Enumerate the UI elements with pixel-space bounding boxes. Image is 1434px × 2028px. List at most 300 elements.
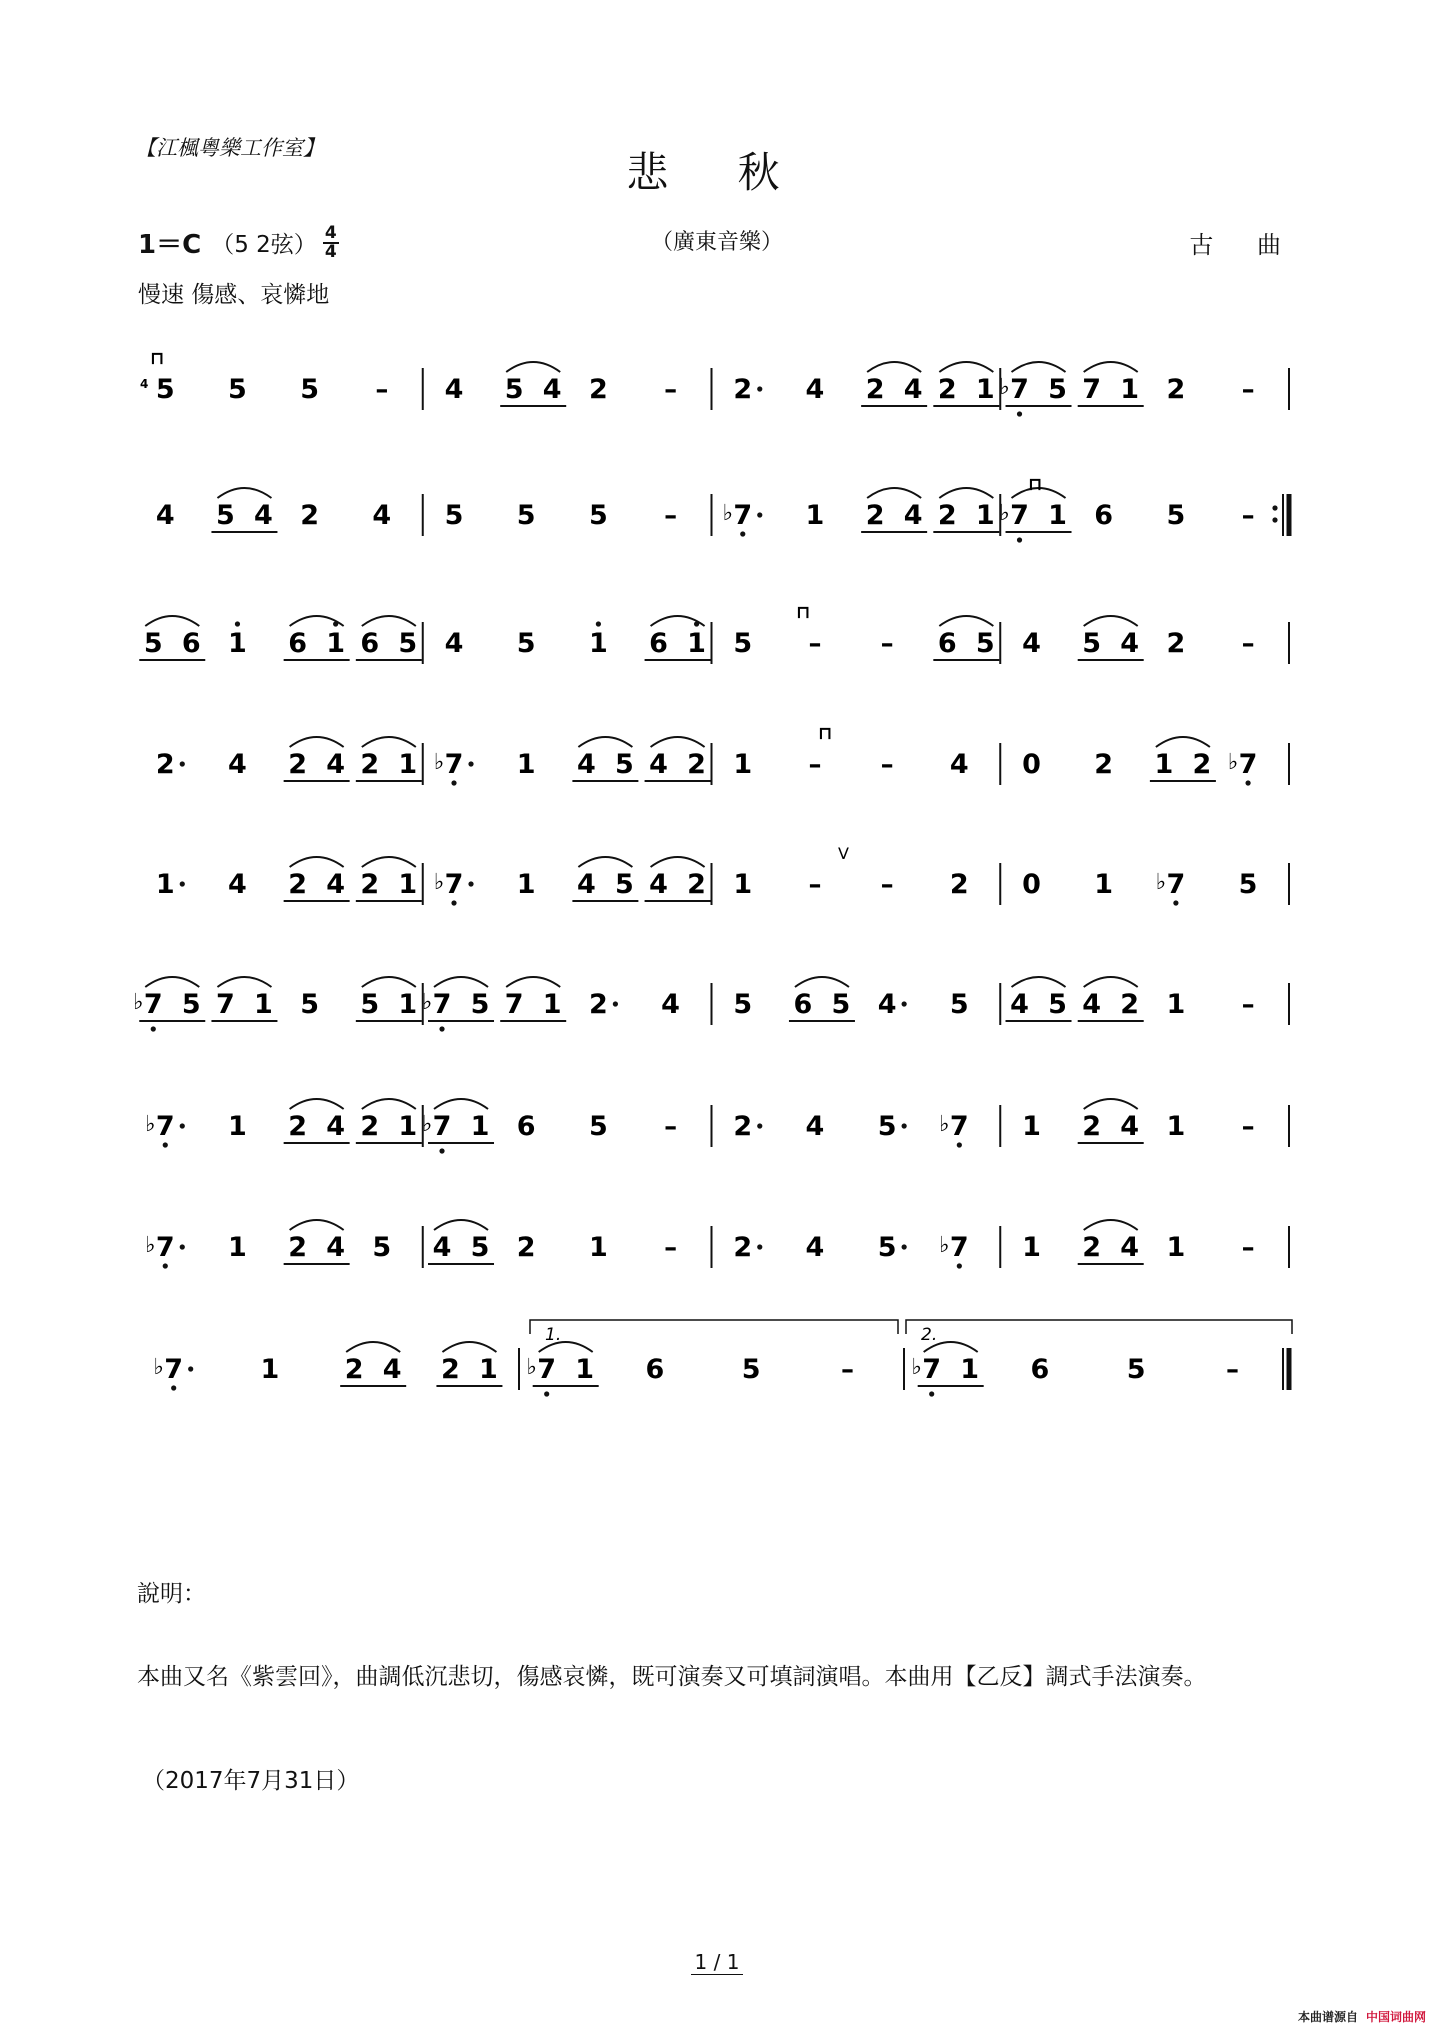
low-octave-dot xyxy=(1245,780,1250,785)
note: 4 xyxy=(326,1232,346,1263)
note: 5 xyxy=(1238,869,1258,900)
note: 4 xyxy=(1010,989,1029,1020)
note: 2 xyxy=(687,749,706,780)
volta-bracket-1 xyxy=(530,1320,898,1334)
note: 1 xyxy=(398,749,418,780)
slur xyxy=(578,857,632,867)
note: 7 xyxy=(1082,374,1102,405)
note: 5 xyxy=(143,628,163,659)
note: 1 xyxy=(326,628,346,659)
note: 4 xyxy=(432,1232,452,1263)
flat-sign: ♭ xyxy=(421,990,433,1015)
note: 4 xyxy=(661,989,680,1020)
meter-top: 4 xyxy=(324,222,337,243)
slur xyxy=(362,737,416,747)
notes-label: 說明： xyxy=(137,1581,206,1607)
low-octave-dot xyxy=(740,531,745,536)
note: 5 xyxy=(470,989,490,1020)
slur xyxy=(145,616,199,626)
note: 4 xyxy=(382,1354,402,1385)
note: 1 xyxy=(805,500,825,531)
down-bow-mark: ⊓ xyxy=(1028,474,1043,495)
note: 5 xyxy=(733,628,753,659)
slur xyxy=(1012,362,1066,372)
slur xyxy=(362,1099,416,1109)
note: 5 xyxy=(1048,374,1067,405)
note: 6 xyxy=(937,628,957,659)
volta-bracket-2 xyxy=(906,1320,1292,1334)
low-octave-dot xyxy=(957,1263,962,1268)
note: 7 xyxy=(432,1111,452,1142)
note: 4 xyxy=(649,869,668,900)
note: 6 xyxy=(645,1354,665,1385)
augmentation-dot xyxy=(468,761,473,766)
slur xyxy=(442,1342,496,1352)
down-bow-mark: ⊓ xyxy=(818,723,833,744)
page-number-text: 1 / 1 xyxy=(691,1950,744,1975)
augmentation-dot xyxy=(613,1001,618,1006)
dash-note: – xyxy=(664,1233,678,1263)
note: 2 xyxy=(1082,1111,1102,1142)
note: 1 xyxy=(1166,1232,1186,1263)
augmentation-dot xyxy=(180,881,185,886)
volta-label-1: 1. xyxy=(545,1325,562,1345)
dash-note: – xyxy=(1241,1112,1255,1142)
note: 5 xyxy=(1082,628,1102,659)
flat-sign: ♭ xyxy=(421,1112,433,1137)
augmentation-dot xyxy=(180,1244,185,1249)
dash-note: – xyxy=(1241,1233,1255,1263)
note: 4 xyxy=(228,749,247,780)
note: 5 xyxy=(216,500,235,531)
flat-sign: ♭ xyxy=(1227,750,1239,775)
slur xyxy=(290,737,344,747)
note: 1 xyxy=(1022,1232,1041,1263)
note: 4 xyxy=(949,749,969,780)
dash-note: – xyxy=(375,375,389,405)
slur xyxy=(290,1220,344,1230)
slur xyxy=(434,1220,488,1230)
note: 2 xyxy=(733,374,753,405)
slur xyxy=(651,737,705,747)
note: 5 xyxy=(949,989,969,1020)
low-octave-dot xyxy=(1173,900,1178,905)
note: 7 xyxy=(444,749,464,780)
note: 1 xyxy=(1166,989,1186,1020)
note: 7 xyxy=(922,1354,942,1385)
dash-note: – xyxy=(880,750,894,780)
note: 1 xyxy=(588,628,608,659)
note: 5 xyxy=(877,1111,897,1142)
note: 7 xyxy=(164,1354,184,1385)
note: 6 xyxy=(1030,1354,1050,1385)
note: 2 xyxy=(865,374,885,405)
note: 0 xyxy=(1022,869,1041,900)
slur xyxy=(1084,1220,1138,1230)
flat-sign: ♭ xyxy=(133,990,144,1015)
note: 2 xyxy=(1094,749,1114,780)
note: 5 xyxy=(1048,989,1067,1020)
slur xyxy=(1084,1099,1138,1109)
note: 1 xyxy=(733,749,753,780)
dash-note: – xyxy=(664,501,678,531)
studio-label: 【江楓粵樂工作室】 xyxy=(135,136,324,160)
slur xyxy=(346,1342,400,1352)
note: 2 xyxy=(937,500,957,531)
slur xyxy=(578,737,632,747)
note: 4 xyxy=(326,869,346,900)
dash-note: – xyxy=(880,629,894,659)
augmentation-dot xyxy=(902,1244,907,1249)
dash-note: – xyxy=(880,870,894,900)
note: 4 xyxy=(1120,1111,1140,1142)
note: 1 xyxy=(1166,1111,1186,1142)
low-octave-dot xyxy=(544,1391,549,1396)
note: 1 xyxy=(1022,1111,1041,1142)
note: 7 xyxy=(444,869,464,900)
flat-sign: ♭ xyxy=(145,1112,156,1137)
string-tuning: （5 2弦） xyxy=(211,232,317,258)
slur xyxy=(217,977,271,987)
volta-label-2: 2. xyxy=(921,1325,938,1345)
low-octave-dot xyxy=(451,780,456,785)
note: 4 xyxy=(228,869,247,900)
note: 5 xyxy=(181,989,201,1020)
note: 2 xyxy=(1166,374,1186,405)
note: 2 xyxy=(360,749,380,780)
slur xyxy=(1084,977,1138,987)
note: 2 xyxy=(588,374,608,405)
slur xyxy=(651,857,705,867)
note: 5 xyxy=(741,1354,761,1385)
note: 4 xyxy=(805,374,825,405)
note: 1 xyxy=(575,1354,595,1385)
note: 5 xyxy=(516,500,536,531)
low-octave-dot xyxy=(439,1148,444,1153)
note: 1 xyxy=(1154,749,1174,780)
flat-sign: ♭ xyxy=(145,1233,156,1258)
low-octave-dot xyxy=(929,1391,934,1396)
slur xyxy=(867,488,921,498)
note: 2 xyxy=(1166,628,1186,659)
note: 5 xyxy=(975,628,995,659)
dash-note: – xyxy=(1241,990,1255,1020)
note: 1 xyxy=(687,628,706,659)
note: 2 xyxy=(687,869,706,900)
dash-note: – xyxy=(664,1112,678,1142)
dash-note: – xyxy=(664,375,678,405)
note: 4 xyxy=(903,500,923,531)
low-octave-dot xyxy=(439,1026,444,1031)
note: 1 xyxy=(260,1354,280,1385)
note: 5 xyxy=(588,500,608,531)
repeat-dot xyxy=(1272,505,1277,510)
notes-date: （2017年7月31日） xyxy=(142,1768,360,1794)
low-octave-dot xyxy=(1017,411,1022,416)
note: 6 xyxy=(288,628,308,659)
slur xyxy=(362,857,416,867)
high-octave-dot xyxy=(596,621,601,626)
low-octave-dot xyxy=(451,900,456,905)
note: 6 xyxy=(360,628,380,659)
note: 5 xyxy=(614,869,634,900)
note: 2 xyxy=(588,989,608,1020)
flat-sign: ♭ xyxy=(911,1355,922,1380)
note: 5 xyxy=(360,989,380,1020)
note: 4 xyxy=(1022,628,1041,659)
note: 1 xyxy=(516,869,536,900)
watermark-site: 中国词曲网 xyxy=(1365,2010,1426,2024)
augmentation-dot xyxy=(757,512,762,517)
note: 4 xyxy=(649,749,668,780)
note: 7 xyxy=(1010,500,1029,531)
dash-note: – xyxy=(808,629,822,659)
note: 2 xyxy=(949,869,969,900)
note: 7 xyxy=(537,1354,557,1385)
note: 2 xyxy=(288,1111,308,1142)
note: 0 xyxy=(1022,749,1041,780)
composer: 古 曲 xyxy=(1189,231,1299,259)
note: 4 xyxy=(444,628,464,659)
note: 5 xyxy=(588,1111,608,1142)
slur xyxy=(362,616,416,626)
note: 6 xyxy=(649,628,668,659)
note: 4 xyxy=(877,989,897,1020)
note: 1 xyxy=(1048,500,1067,531)
augmentation-dot xyxy=(180,1123,185,1128)
note: 1 xyxy=(588,1232,608,1263)
note: 7 xyxy=(143,989,163,1020)
note: 5 xyxy=(444,500,464,531)
slur xyxy=(939,488,993,498)
dash-note: – xyxy=(1241,501,1255,531)
meter-bottom: 4 xyxy=(324,241,337,262)
note: 7 xyxy=(733,500,753,531)
note: 4 xyxy=(576,869,596,900)
augmentation-dot xyxy=(757,386,762,391)
song-genre: （廣東音樂） xyxy=(650,230,783,255)
note: 5 xyxy=(470,1232,490,1263)
note: 4 xyxy=(444,374,464,405)
note: 1 xyxy=(228,628,247,659)
note: 2 xyxy=(288,1232,308,1263)
note: 2 xyxy=(865,500,885,531)
note: 1 xyxy=(228,1232,247,1263)
note: 2 xyxy=(288,869,308,900)
slur xyxy=(939,362,993,372)
note: 1 xyxy=(1120,374,1140,405)
augmentation-dot xyxy=(902,1123,907,1128)
note: 1 xyxy=(960,1354,980,1385)
note: 4 xyxy=(1082,989,1102,1020)
flat-sign: ♭ xyxy=(939,1112,950,1137)
note: 1 xyxy=(398,989,418,1020)
flat-sign: ♭ xyxy=(722,501,733,526)
note: 4 xyxy=(805,1232,825,1263)
note: 2 xyxy=(300,500,320,531)
up-bow-mark: V xyxy=(838,844,849,863)
augmentation-dot xyxy=(902,1001,907,1006)
note: 2 xyxy=(937,374,957,405)
note: 5 xyxy=(516,628,536,659)
note: 2 xyxy=(1082,1232,1102,1263)
note: 4 xyxy=(903,374,923,405)
note: 4 xyxy=(542,374,562,405)
note: 1 xyxy=(516,749,536,780)
slur xyxy=(362,977,416,987)
dash-note: – xyxy=(808,870,822,900)
note: 5 xyxy=(398,628,418,659)
note: 4 xyxy=(326,1111,346,1142)
note: 5 xyxy=(300,989,320,1020)
note: 7 xyxy=(216,989,235,1020)
low-octave-dot xyxy=(163,1263,168,1268)
note: 4 xyxy=(372,500,392,531)
note: 1 xyxy=(975,500,995,531)
slur xyxy=(1084,616,1138,626)
note: 1 xyxy=(1094,869,1114,900)
note: 5 xyxy=(228,374,247,405)
augmentation-dot xyxy=(188,1366,193,1371)
note: 2 xyxy=(360,1111,380,1142)
grace-note: 4 xyxy=(140,377,149,391)
note: 7 xyxy=(155,1232,175,1263)
note: 6 xyxy=(181,628,201,659)
note: 2 xyxy=(441,1354,460,1385)
note: 2 xyxy=(733,1111,753,1142)
slur xyxy=(290,1099,344,1109)
flat-sign: ♭ xyxy=(153,1355,164,1380)
note: 2 xyxy=(1192,749,1212,780)
note: 1 xyxy=(470,1111,490,1142)
note: 5 xyxy=(877,1232,897,1263)
note: 4 xyxy=(155,500,175,531)
note: 5 xyxy=(1126,1354,1146,1385)
slur xyxy=(145,977,199,987)
note: 1 xyxy=(479,1354,498,1385)
dash-note: – xyxy=(808,750,822,780)
slur xyxy=(1156,737,1210,747)
note: 6 xyxy=(793,989,813,1020)
note: 2 xyxy=(733,1232,753,1263)
note: 2 xyxy=(288,749,308,780)
low-octave-dot xyxy=(1017,537,1022,542)
note: 1 xyxy=(398,869,418,900)
note: 5 xyxy=(831,989,851,1020)
slur xyxy=(434,1099,488,1109)
augmentation-dot xyxy=(757,1244,762,1249)
tempo-marking: 慢速 傷感、哀憐地 xyxy=(138,282,330,308)
note: 4 xyxy=(1120,1232,1140,1263)
note: 2 xyxy=(360,869,380,900)
note: 4 xyxy=(576,749,596,780)
note: 1 xyxy=(975,374,995,405)
note: 5 xyxy=(372,1232,392,1263)
key: 1＝C xyxy=(138,230,202,260)
watermark-source: 本曲谱源自 xyxy=(1297,2010,1358,2024)
low-octave-dot xyxy=(151,1026,156,1031)
note: 4 xyxy=(1120,628,1140,659)
note: 7 xyxy=(1010,374,1029,405)
augmentation-dot xyxy=(468,881,473,886)
note: 6 xyxy=(1094,500,1114,531)
flat-sign: ♭ xyxy=(433,870,445,895)
note: 1 xyxy=(254,989,273,1020)
note: 1 xyxy=(733,869,753,900)
augmentation-dot xyxy=(180,761,185,766)
song-title: 悲 秋 xyxy=(626,148,808,197)
low-octave-dot xyxy=(171,1385,176,1390)
dash-note: – xyxy=(1241,375,1255,405)
note: 2 xyxy=(155,749,175,780)
note: 1 xyxy=(398,1111,418,1142)
note: 5 xyxy=(733,989,753,1020)
dash-note: – xyxy=(1225,1355,1239,1385)
notes-body: 本曲又名《紫雲回》，曲調低沉悲切，傷感哀憐，既可演奏又可填詞演唱。本曲用【乙反】調式手法演奏。 xyxy=(137,1664,1207,1690)
note: 7 xyxy=(155,1111,175,1142)
flat-sign: ♭ xyxy=(433,750,445,775)
low-octave-dot xyxy=(957,1142,962,1147)
note: 6 xyxy=(516,1111,536,1142)
note: 2 xyxy=(344,1354,364,1385)
page-number xyxy=(0,1950,1434,1974)
high-octave-dot xyxy=(235,621,240,626)
note: 5 xyxy=(300,374,320,405)
note: 1 xyxy=(228,1111,247,1142)
note: 5 xyxy=(614,749,634,780)
down-bow-mark: ⊓ xyxy=(150,348,165,369)
augmentation-dot xyxy=(757,1123,762,1128)
note: 5 xyxy=(1166,500,1186,531)
dash-note: – xyxy=(840,1355,854,1385)
note: 7 xyxy=(1166,869,1186,900)
slur xyxy=(939,616,993,626)
note: 1 xyxy=(542,989,562,1020)
low-octave-dot xyxy=(163,1142,168,1147)
note: 7 xyxy=(949,1111,969,1142)
note: 4 xyxy=(254,500,273,531)
slur xyxy=(506,977,560,987)
slur xyxy=(434,977,488,987)
slur xyxy=(217,488,271,498)
slur xyxy=(1012,977,1066,987)
slur xyxy=(795,977,849,987)
flat-sign: ♭ xyxy=(999,501,1010,526)
note: 5 xyxy=(155,374,175,405)
slur xyxy=(1084,362,1138,372)
note: 5 xyxy=(504,374,524,405)
note: 7 xyxy=(432,989,452,1020)
note: 7 xyxy=(1238,749,1258,780)
note: 7 xyxy=(949,1232,969,1263)
note: 4 xyxy=(326,749,346,780)
note: 7 xyxy=(504,989,524,1020)
slur xyxy=(506,362,560,372)
note: 1 xyxy=(155,869,175,900)
note: 2 xyxy=(516,1232,536,1263)
flat-sign: ♭ xyxy=(939,1233,950,1258)
flat-sign: ♭ xyxy=(1155,870,1167,895)
repeat-dot xyxy=(1272,517,1277,522)
flat-sign: ♭ xyxy=(999,375,1010,400)
slur xyxy=(290,857,344,867)
watermark xyxy=(1298,2008,1426,2025)
note: 2 xyxy=(1120,989,1140,1020)
dash-note: – xyxy=(1241,629,1255,659)
note: 4 xyxy=(805,1111,825,1142)
slur xyxy=(867,362,921,372)
flat-sign: ♭ xyxy=(526,1355,537,1380)
